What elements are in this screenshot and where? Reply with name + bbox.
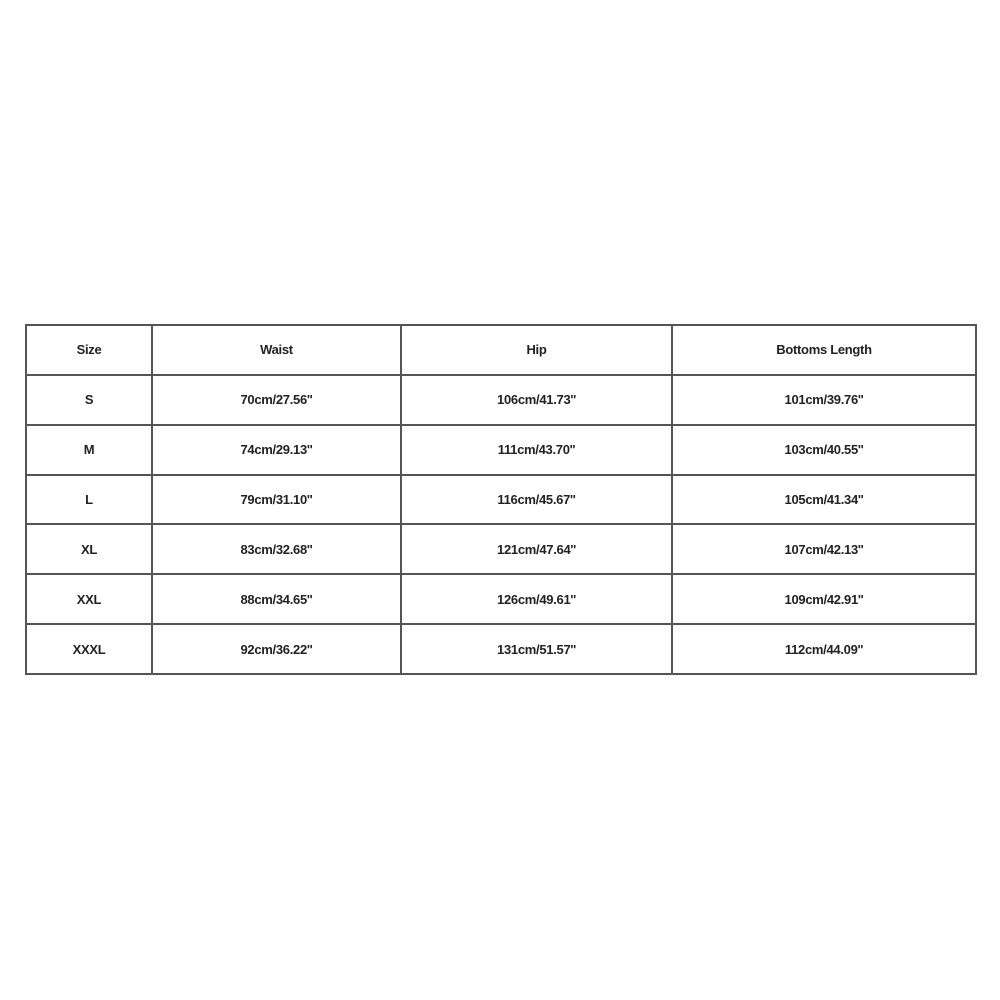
table-row [26,375,976,425]
cell-bottoms-length: 103cm/40.55'' [672,425,976,475]
cell-hip: 126cm/49.61'' [401,574,672,624]
cell-waist: 92cm/36.22'' [152,624,401,674]
cell-bottoms-length: 101cm/39.76'' [672,375,976,425]
cell-size: XXL [26,574,152,624]
cell-bottoms-length: 107cm/42.13'' [672,524,976,574]
cell-size: S [26,375,152,425]
table-row [26,425,976,475]
cell-waist: 79cm/31.10'' [152,475,401,525]
cell-waist: 74cm/29.13'' [152,425,401,475]
table-row [26,475,976,525]
cell-waist: 83cm/32.68'' [152,524,401,574]
cell-bottoms-length: 112cm/44.09'' [672,624,976,674]
cell-hip: 121cm/47.64'' [401,524,672,574]
cell-hip: 131cm/51.57'' [401,624,672,674]
header-waist: Waist [152,325,401,375]
cell-bottoms-length: 109cm/42.91'' [672,574,976,624]
table-row [26,574,976,624]
header-hip: Hip [401,325,672,375]
cell-size: XXXL [26,624,152,674]
cell-hip: 111cm/43.70'' [401,425,672,475]
header-bottoms-length: Bottoms Length [672,325,976,375]
header-size: Size [26,325,152,375]
cell-size: M [26,425,152,475]
cell-bottoms-length: 105cm/41.34'' [672,475,976,525]
cell-hip: 116cm/45.67'' [401,475,672,525]
cell-waist: 88cm/34.65'' [152,574,401,624]
table-row [26,524,976,574]
size-chart-table [25,324,977,675]
table-row [26,624,976,674]
cell-size: L [26,475,152,525]
cell-size: XL [26,524,152,574]
cell-hip: 106cm/41.73'' [401,375,672,425]
cell-waist: 70cm/27.56'' [152,375,401,425]
table-header-row [26,325,976,375]
